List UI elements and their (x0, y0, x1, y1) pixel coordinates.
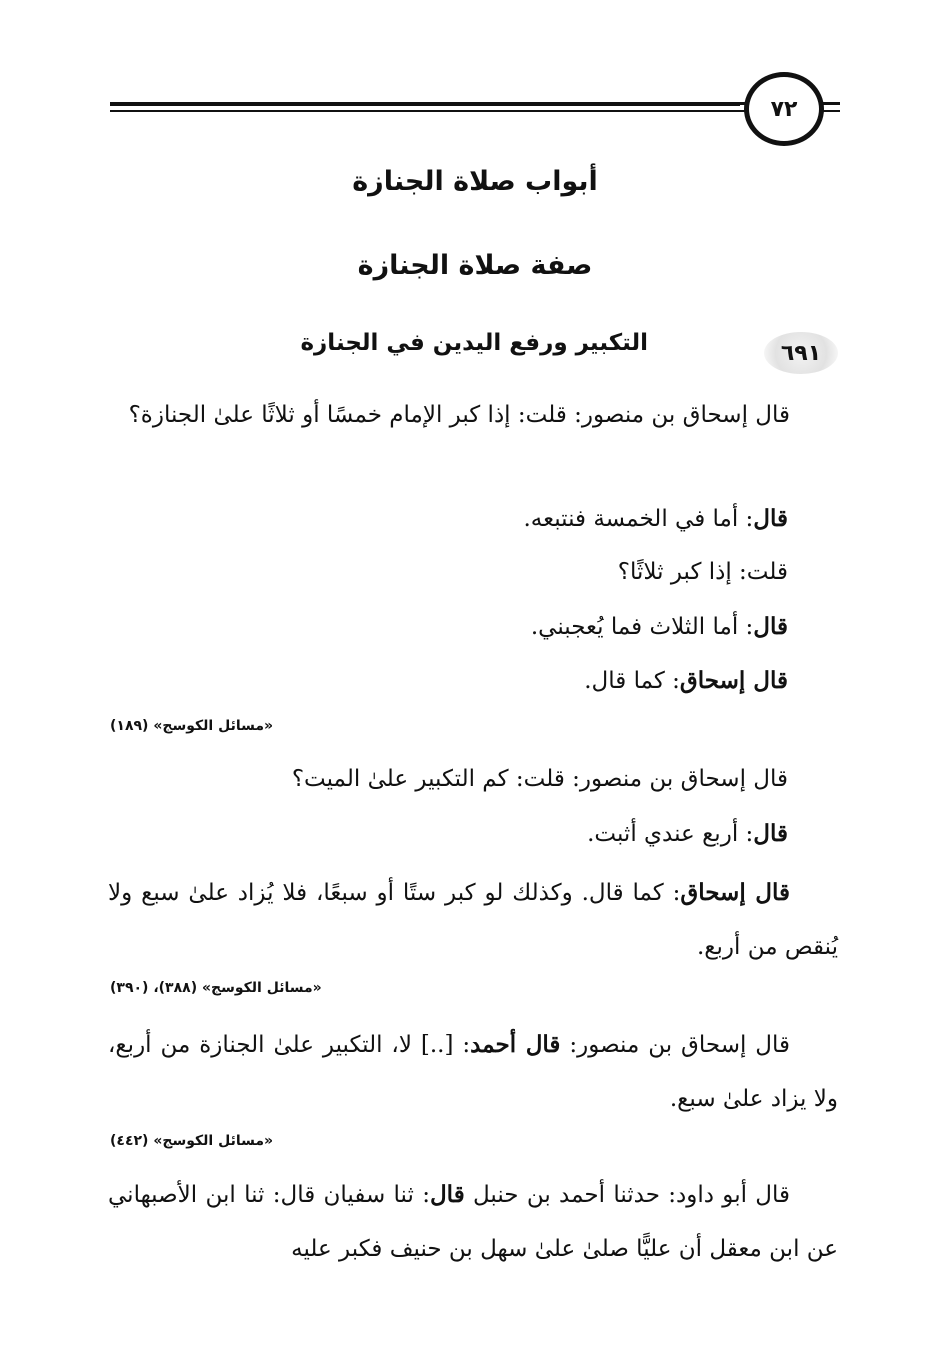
speaker-label: قال أحمد (470, 1031, 561, 1058)
paragraph-text: قال أبو داود: حدثنا أحمد بن حنبل (464, 1182, 791, 1208)
paragraph (108, 1168, 838, 1276)
speaker-label: قال إسحاق (680, 879, 790, 906)
line-text: : كما قال. (584, 668, 680, 694)
text-line (587, 820, 788, 847)
text-line (618, 559, 788, 585)
paragraph: قال إسحاق بن منصور: قلت: إذا كبر الإمام خمسًا أو ثلاثًا علىٰ الجنازة؟ (128, 402, 790, 428)
chapter-number: ٦٩١ (764, 332, 838, 374)
speaker-label: قال (753, 505, 788, 532)
paragraph-text: : كما قال. وكذلك لو كبر ستًا أو سبعًا، فلا يُزاد علىٰ سبع ولا يُنقص من أربع. (108, 880, 838, 960)
paragraph (108, 866, 838, 974)
source-reference: «مسائل الكوسج» (٤٤٢) (110, 1133, 274, 1149)
chapter-title: التكبير ورفع اليدين في الجنازة (300, 330, 648, 356)
text-line (584, 667, 788, 694)
paragraph-text: : ثنا سفيان قال: ثنا ابن الأصبهاني عن ابن معقل أن عليًّا صلىٰ علىٰ سهل بن حنيف فكبر عليه (108, 1182, 838, 1262)
line-text: قال إسحاق بن منصور: قلت: كم التكبير علىٰ الميت؟ (291, 766, 788, 792)
page-header (110, 72, 840, 144)
speaker-label: قال (429, 1181, 465, 1208)
speaker-label: قال إسحاق (679, 667, 788, 694)
header-rule (110, 102, 740, 106)
text-line (292, 766, 788, 792)
text-line (531, 613, 788, 640)
section-subtitle: صفة صلاة الجنازة (357, 250, 593, 281)
text-line (523, 505, 788, 532)
speaker-label: قال (753, 613, 788, 640)
line-text: : أما في الخمسة فنتبعه. (523, 506, 754, 532)
paragraph-text: قال إسحاق بن منصور: (560, 1032, 790, 1058)
paragraph (108, 1018, 838, 1126)
line-text: : أربع عندي أثبت. (587, 821, 754, 847)
line-text: : أما الثلاث فما يُعجبني. (530, 614, 754, 640)
source-reference: «مسائل الكوسج» (١٨٩) (110, 718, 274, 734)
section-title: أبواب صلاة الجنازة (352, 166, 598, 197)
header-rule-thin (110, 110, 740, 112)
source-reference: «مسائل الكوسج» (٣٨٨)، (٣٩٠) (110, 980, 322, 996)
paragraph-text: : [..] لا، التكبير علىٰ الجنازة من أربع، ولا يزاد علىٰ سبع. (108, 1032, 838, 1112)
page-number: ٧٢ (744, 72, 824, 146)
speaker-label: قال (753, 820, 788, 847)
line-text: قلت: إذا كبر ثلاثًا؟ (617, 559, 788, 585)
